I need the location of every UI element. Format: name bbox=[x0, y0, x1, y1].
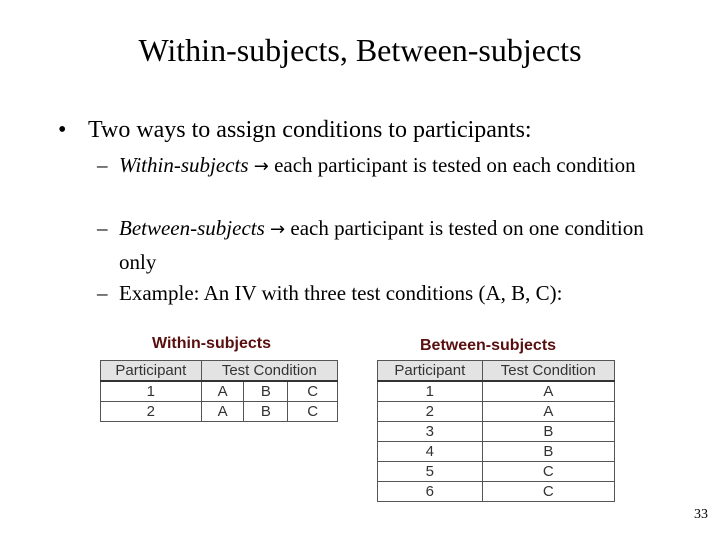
sub-item-text: Example: An IV with three test conditions (A, B, C): bbox=[119, 281, 563, 305]
within-subjects-table bbox=[100, 360, 338, 422]
table-cell: A bbox=[482, 381, 614, 402]
table-row bbox=[101, 402, 338, 422]
table-cell: B bbox=[482, 442, 614, 462]
table-cell: A bbox=[201, 402, 244, 422]
between-caption: Between-subjects bbox=[420, 337, 557, 354]
table-cell: C bbox=[288, 381, 338, 402]
table-cell: 2 bbox=[101, 402, 202, 422]
sub-item-description: each participant is tested on each condition bbox=[268, 153, 636, 177]
table-row bbox=[378, 442, 615, 462]
table-cell: C bbox=[288, 402, 338, 422]
term-within: Within-subjects bbox=[119, 153, 249, 177]
table-header-row bbox=[101, 361, 338, 382]
table-cell: 6 bbox=[378, 482, 483, 502]
table-cell: 4 bbox=[378, 442, 483, 462]
table-header-row bbox=[378, 361, 615, 382]
within-caption: Within-subjects bbox=[152, 335, 271, 352]
table-cell: 1 bbox=[378, 381, 483, 402]
table-cell: C bbox=[482, 462, 614, 482]
table-cell: B bbox=[244, 381, 288, 402]
table-cell: B bbox=[482, 422, 614, 442]
header-test-condition: Test Condition bbox=[201, 361, 337, 382]
slide-title: Within-subjects, Between-subjects bbox=[138, 32, 582, 68]
table-row bbox=[378, 422, 615, 442]
sub-item-text bbox=[119, 149, 649, 183]
header-test-condition: Test Condition bbox=[482, 361, 614, 382]
table-row bbox=[378, 402, 615, 422]
dash-marker: – bbox=[97, 216, 108, 240]
between-subjects-table bbox=[377, 360, 615, 502]
table-cell: 1 bbox=[101, 381, 202, 402]
arrow-right-icon: → bbox=[270, 219, 286, 240]
table-row bbox=[378, 381, 615, 402]
table-row bbox=[378, 462, 615, 482]
term-between: Between-subjects bbox=[119, 216, 265, 240]
main-bullet-text: Two ways to assign conditions to participants: bbox=[88, 117, 532, 143]
table-cell: 5 bbox=[378, 462, 483, 482]
dash-marker: – bbox=[97, 153, 108, 177]
arrow-right-icon: → bbox=[253, 156, 269, 177]
table-cell: 3 bbox=[378, 422, 483, 442]
table-row bbox=[101, 381, 338, 402]
header-participant: Participant bbox=[101, 361, 202, 382]
page-number: 33 bbox=[694, 507, 708, 522]
table-row bbox=[378, 482, 615, 502]
table-cell: A bbox=[482, 402, 614, 422]
sub-item-text bbox=[119, 212, 649, 278]
table-cell: 2 bbox=[378, 402, 483, 422]
table-cell: B bbox=[244, 402, 288, 422]
dash-marker: – bbox=[97, 281, 108, 305]
header-participant: Participant bbox=[378, 361, 483, 382]
table-cell: C bbox=[482, 482, 614, 502]
sub-item-description: each participant is tested on one condition only bbox=[119, 216, 644, 274]
bullet-dot: • bbox=[58, 117, 67, 143]
table-cell: A bbox=[201, 381, 244, 402]
